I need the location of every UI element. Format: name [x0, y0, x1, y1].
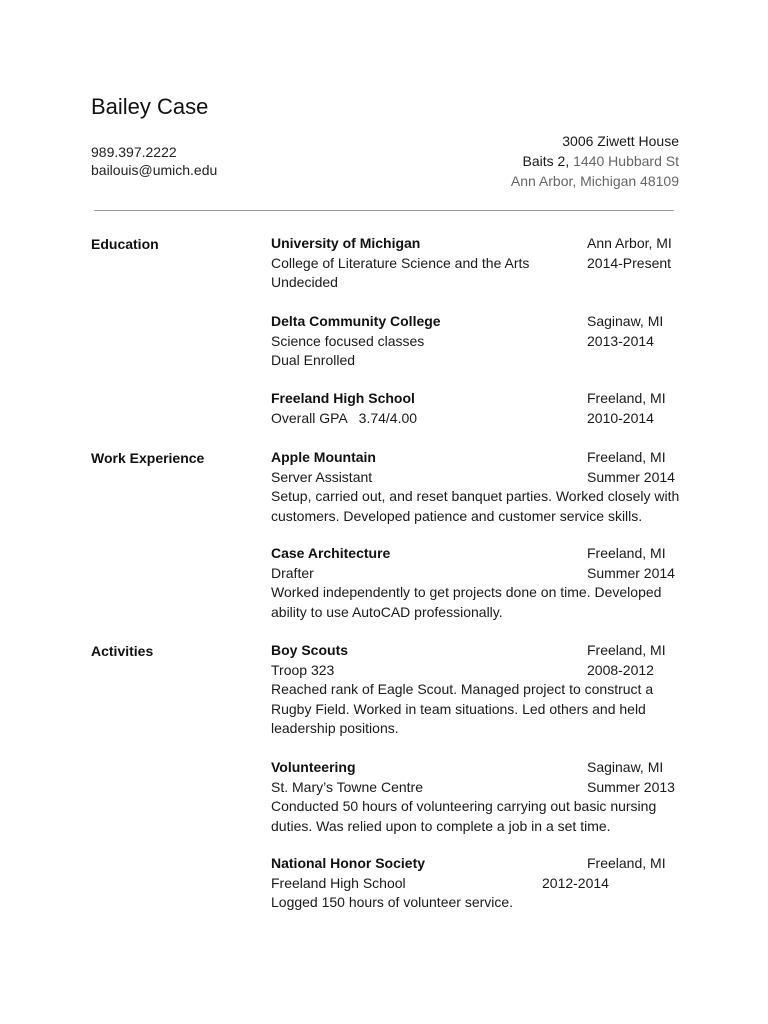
entry-description: Conducted 50 hours of volunteering carrying out basic nursing duties. Was relied upon to complete a job in a set time.	[271, 798, 657, 834]
address-line-1: 3006 Ziwett House	[562, 133, 679, 149]
entry-org: Freeland High School	[271, 390, 415, 406]
entry-location: Saginaw, MI	[587, 759, 664, 775]
entry-detail: Science focused classes	[271, 332, 425, 349]
section-label-education: Education	[91, 236, 159, 252]
entry-location: Freeland, MI	[587, 642, 666, 658]
entry-org: National Honor Society	[271, 855, 426, 871]
entry-detail: Drafter	[271, 564, 314, 581]
entry-detail: Overall GPA 3.74/4.00	[271, 409, 418, 426]
entry-location: Ann Arbor, MI	[587, 235, 672, 251]
entry-location: Freeland, MI	[587, 855, 666, 871]
entry-location: Freeland, MI	[587, 449, 666, 465]
work-entry	[271, 448, 691, 526]
education-entry	[271, 312, 691, 371]
entry-dates: 2012-2014	[542, 874, 609, 891]
work-entry	[271, 544, 691, 622]
entry-org: Boy Scouts	[271, 642, 349, 658]
activity-entry	[271, 641, 691, 739]
entry-dates: 2008-2012	[587, 661, 654, 678]
email-address: bailouis@umich.edu	[91, 162, 218, 178]
entry-location: Freeland, MI	[587, 390, 666, 406]
entry-description: Reached rank of Eagle Scout. Managed project to construct a Rugby Field. Worked in team situations. Led others and held leadership positions.	[271, 681, 654, 736]
education-entry	[271, 389, 691, 428]
entry-dates: Summer 2014	[587, 468, 675, 485]
address-line-2	[511, 151, 679, 171]
address-line-2-building: Baits 2,	[522, 153, 570, 169]
entry-detail: Server Assistant	[271, 468, 373, 485]
entry-detail: St. Mary’s Towne Centre	[271, 778, 423, 795]
contact-block	[91, 143, 217, 179]
entry-detail: Troop 323	[271, 661, 335, 678]
entry-location: Saginaw, MI	[587, 313, 664, 329]
activity-entry	[271, 758, 691, 836]
entry-dates: Summer 2013	[587, 778, 675, 795]
education-entry	[271, 234, 691, 293]
entry-detail: College of Literature Science and the Arts	[271, 254, 530, 271]
section-label-work-experience: Work Experience	[91, 450, 205, 466]
phone-number: 989.397.2222	[91, 144, 177, 160]
entry-org: Delta Community College	[271, 313, 441, 329]
address-line-2-street: 1440 Hubbard St	[569, 153, 679, 169]
entry-dates: Summer 2014	[587, 564, 675, 581]
entry-dates: 2014-Present	[587, 254, 672, 271]
section-label-activities: Activities	[91, 643, 154, 659]
entry-location: Freeland, MI	[587, 545, 666, 561]
header-divider	[94, 210, 674, 211]
activity-entry	[271, 854, 691, 913]
entry-org: Case Architecture	[271, 545, 391, 561]
entry-description: Setup, carried out, and reset banquet parties. Worked closely with customers. Developed patience and customer service skills.	[271, 488, 680, 524]
address-line-3: Ann Arbor, Michigan 48109	[510, 173, 679, 189]
entry-extra: Undecided	[271, 274, 338, 290]
entry-dates: 2013-2014	[587, 332, 654, 349]
entry-extra: Dual Enrolled	[271, 352, 356, 368]
entry-detail: Freeland High School	[271, 874, 406, 891]
address-block	[511, 131, 679, 191]
entry-org: Apple Mountain	[271, 449, 376, 465]
entry-description: Logged 150 hours of volunteer service.	[271, 894, 514, 910]
resume-name: Bailey Case	[91, 94, 209, 119]
entry-dates: 2010-2014	[587, 409, 654, 426]
entry-org: University of Michigan	[271, 235, 421, 251]
entry-description: Worked independently to get projects done on time. Developed ability to use AutoCAD professionally.	[271, 584, 662, 620]
entry-org: Volunteering	[271, 759, 356, 775]
